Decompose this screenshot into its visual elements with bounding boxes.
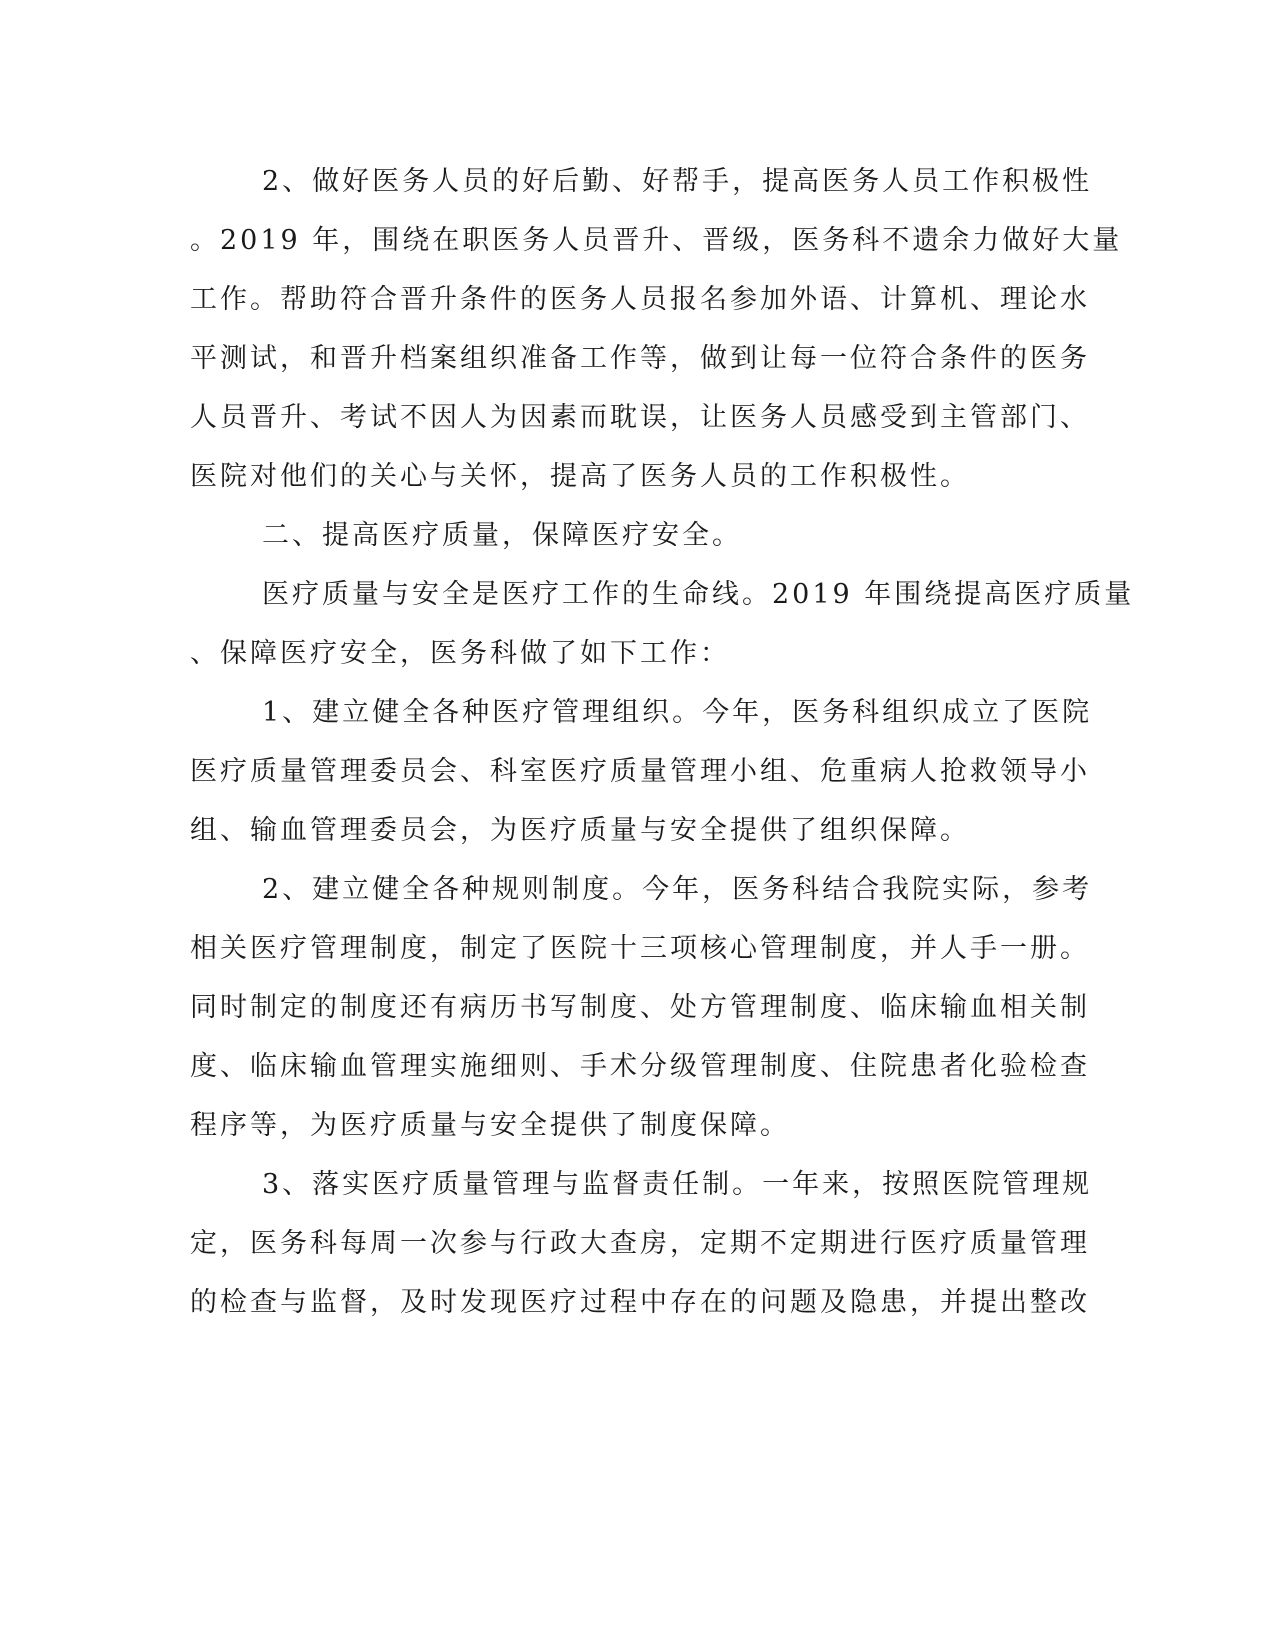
text-line: 工作。帮助符合晋升条件的医务人员报名参加外语、计算机、理论水 <box>190 284 1090 315</box>
text-line: 医疗质量与安全是医疗工作的生命线。2019 年围绕提高医疗质量 <box>262 579 1135 610</box>
text-line: 度、临床输血管理实施细则、手术分级管理制度、住院患者化验检查 <box>190 1051 1090 1082</box>
text-line: 、保障医疗安全，医务科做了如下工作： <box>190 638 730 669</box>
text-line: 平测试，和晋升档案组织准备工作等，做到让每一位符合条件的医务 <box>190 343 1090 374</box>
text-line: 相关医疗管理制度，制定了医院十三项核心管理制度，并人手一册。 <box>190 933 1090 964</box>
text-line: 医疗质量管理委员会、科室医疗质量管理小组、危重病人抢救领导小 <box>190 756 1090 787</box>
text-line: 的检查与监督，及时发现医疗过程中存在的问题及隐患，并提出整改 <box>190 1287 1090 1318</box>
section-heading: 二、提高医疗质量，保障医疗安全。 <box>262 520 742 551</box>
text-line: 1、建立健全各种医疗管理组织。今年，医务科组织成立了医院 <box>262 697 1093 728</box>
text-line: 定，医务科每周一次参与行政大查房，定期不定期进行医疗质量管理 <box>190 1228 1090 1259</box>
text-line: 2、建立健全各种规则制度。今年，医务科结合我院实际，参考 <box>262 874 1093 905</box>
text-line: 。2019 年，围绕在职医务人员晋升、晋级，医务科不遗余力做好大量 <box>190 225 1123 256</box>
text-line: 人员晋升、考试不因人为因素而耽误，让医务人员感受到主管部门、 <box>190 402 1090 433</box>
text-line: 医院对他们的关心与关怀，提高了医务人员的工作积极性。 <box>190 461 970 492</box>
text-line: 组、输血管理委员会，为医疗质量与安全提供了组织保障。 <box>190 815 970 846</box>
text-line: 3、落实医疗质量管理与监督责任制。一年来，按照医院管理规 <box>262 1169 1093 1200</box>
text-line: 程序等，为医疗质量与安全提供了制度保障。 <box>190 1110 790 1141</box>
text-line: 2、做好医务人员的好后勤、好帮手，提高医务人员工作积极性 <box>262 166 1093 197</box>
text-line: 同时制定的制度还有病历书写制度、处方管理制度、临床输血相关制 <box>190 992 1090 1023</box>
